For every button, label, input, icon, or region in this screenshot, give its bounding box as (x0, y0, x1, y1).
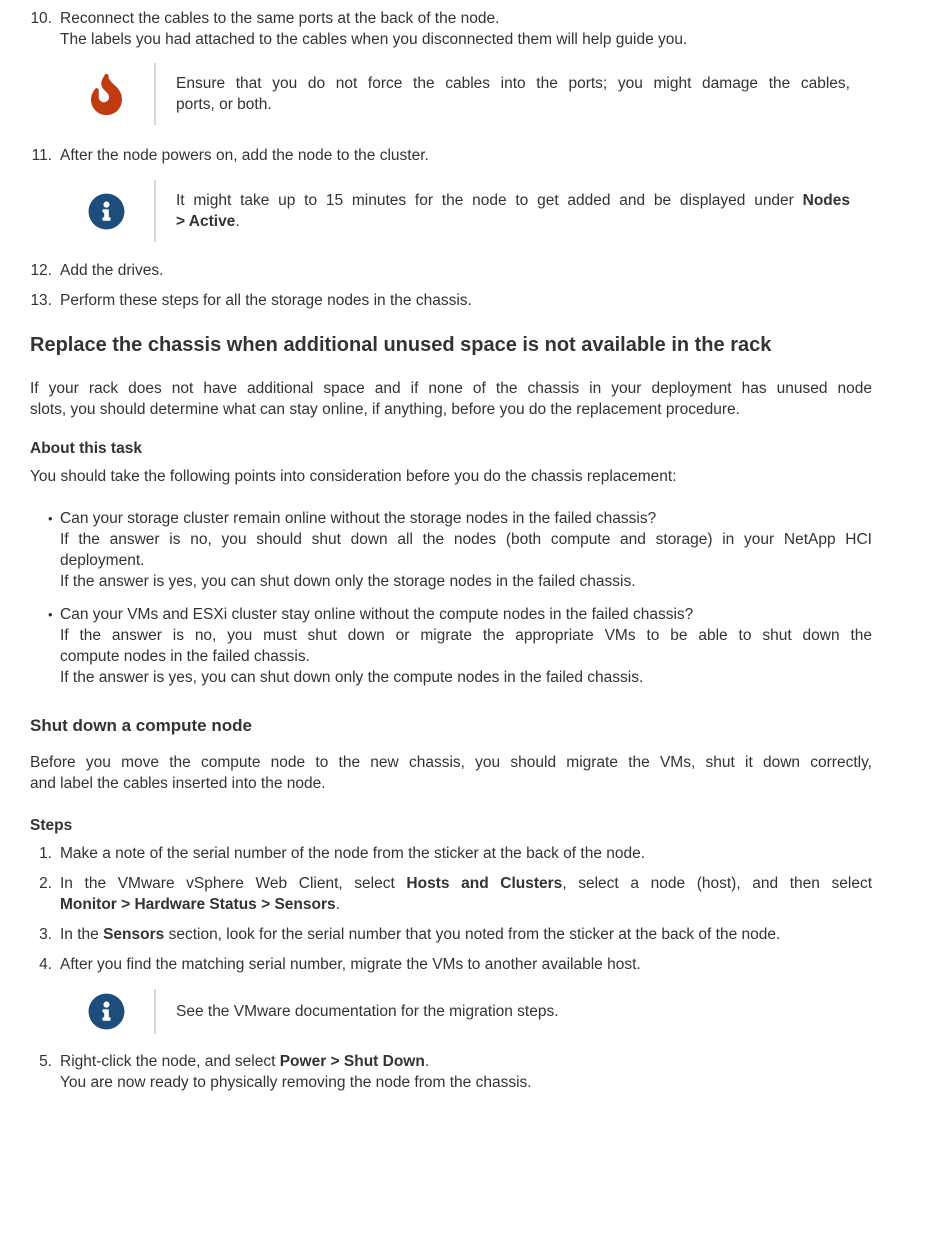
step-text (60, 924, 872, 945)
step-text (60, 1051, 872, 1093)
text-segment: . (424, 1053, 430, 1070)
bullet-text-line (60, 625, 872, 646)
step-number: 11. (31, 147, 52, 164)
text-segment: Can your VMs and ESXi cluster stay online without the compute nodes in the failed chassis? (60, 606, 694, 623)
bullet-list-item (30, 508, 872, 592)
step-text-line (60, 8, 872, 29)
steps-heading: Steps (30, 817, 73, 834)
caution-note (88, 63, 872, 125)
note-body (154, 989, 850, 1034)
text-segment: If the answer is no, you must shut down or migrate the appropriate VMs to be able to shut down the (60, 627, 872, 644)
step-text (60, 873, 872, 915)
note-text-line (176, 94, 850, 115)
bullet-marker (30, 508, 60, 592)
text-segment: section, look for the serial number that you noted from the sticker at the back of the node. (164, 926, 781, 943)
about-this-task-heading: About this task (30, 440, 142, 457)
step-text (60, 290, 872, 311)
bold-text-segment: Power > Shut Down (275, 1053, 425, 1070)
step-number: 13. (30, 292, 52, 309)
info-icon (88, 193, 125, 230)
text-segment: Can your storage cluster remain online without the storage nodes in the failed chassis? (60, 510, 657, 527)
about-this-task-paragraph: You should take the following points into consideration before you do the chassis replacement: (30, 468, 677, 485)
step-text-line (60, 260, 872, 281)
note-text-line (176, 211, 850, 232)
list-item-step-12 (30, 260, 872, 281)
info-icon (88, 993, 125, 1030)
paragraph-line (30, 773, 872, 794)
text-segment: . (335, 896, 340, 913)
text-segment: Add the drives. (60, 262, 164, 279)
step-text-line (60, 843, 872, 864)
bullet-text-line (60, 508, 872, 529)
text-segment: If your rack does not have additional space and if none of the chassis in your deployment has unused node (30, 380, 872, 397)
bullet-text-line (60, 604, 872, 625)
note-body (154, 63, 850, 125)
step-text (60, 260, 872, 281)
step-text-line (60, 1072, 872, 1093)
paragraph-line (30, 752, 872, 773)
text-segment: ports, or both. (176, 96, 272, 113)
step-number: 10. (30, 10, 52, 27)
list-item-step-2 (30, 873, 872, 915)
paragraph-line (30, 378, 872, 399)
list-item-step-10 (30, 8, 872, 50)
bold-text-segment: Nodes (793, 192, 850, 209)
step-text-line (60, 1051, 872, 1072)
text-segment: In the (60, 926, 99, 943)
step-number: 1. (39, 845, 52, 862)
step-number: 2. (39, 875, 52, 892)
step-text-line (60, 145, 872, 166)
paragraph-line (30, 399, 872, 420)
step-text (60, 954, 872, 975)
note-text-line (176, 190, 850, 211)
step-text (60, 8, 872, 50)
text-segment: compute nodes in the failed chassis. (60, 648, 310, 665)
text-segment: It might take up to 15 minutes for the node to get added and be displayed under (176, 192, 794, 209)
step-number: 12. (30, 262, 52, 279)
bullet-text-line (60, 571, 872, 592)
text-segment: and label the cables inserted into the node. (30, 775, 326, 792)
bold-text-segment: > Active (176, 213, 236, 230)
list-item-step-11 (30, 145, 872, 166)
text-segment: Make a note of the serial number of the node from the sticker at the back of the node. (60, 845, 646, 862)
text-segment: See the VMware documentation for the migration steps. (176, 1003, 559, 1020)
step-text-line (60, 29, 872, 50)
text-segment: If the answer is yes, you can shut down only the storage nodes in the failed chassis. (60, 573, 636, 590)
bullet-list-item (30, 604, 872, 688)
info-note (88, 989, 872, 1034)
subsection-title: Shut down a compute node (30, 716, 252, 735)
step-text-line (60, 954, 872, 975)
bullet-text-line (60, 667, 872, 688)
text-segment: The labels you had attached to the cables when you disconnected them will help guide you. (60, 31, 688, 48)
bullet-marker (30, 604, 60, 688)
text-segment: After you find the matching serial number, migrate the VMs to another available host. (60, 956, 641, 973)
list-item-step-4 (30, 954, 872, 975)
step-text-line (60, 924, 872, 945)
text-segment: Right-click the node, and select (60, 1053, 276, 1070)
step-text-line (60, 873, 872, 894)
text-segment: If the answer is no, you should shut down all the nodes (both compute and storage) in your NetApp HCI (60, 531, 872, 548)
bold-text-segment: Hosts and Clusters (394, 875, 563, 892)
step-number: 4. (39, 956, 52, 973)
section-intro-paragraph (30, 378, 872, 420)
bullet-text-line (60, 646, 872, 667)
info-icon-shape (89, 193, 125, 229)
note-body (154, 180, 850, 242)
step-text (60, 843, 872, 864)
bullet-text-line (60, 550, 872, 571)
bold-text-segment: Monitor > Hardware Status > Sensors (60, 896, 336, 913)
text-segment: If the answer is yes, you can shut down only the compute nodes in the failed chassis. (60, 669, 644, 686)
text-segment: Before you move the compute node to the new chassis, you should migrate the VMs, shut it down correctly, (30, 754, 872, 771)
flame-icon-shape (91, 73, 122, 114)
note-text-line (176, 73, 850, 94)
list-item-step-13 (30, 290, 872, 311)
text-segment: Perform these steps for all the storage nodes in the chassis. (60, 292, 472, 309)
text-segment: Ensure that you do not force the cables into the ports; you might damage the cables, (176, 75, 850, 92)
step-text-line (60, 290, 872, 311)
bold-text-segment: Sensors (98, 926, 165, 943)
text-segment: After the node powers on, add the node to the cluster. (60, 147, 429, 164)
step-number: 3. (39, 926, 52, 943)
step-text-line (60, 894, 872, 915)
step-text (60, 145, 872, 166)
bullet-text-line (60, 529, 872, 550)
list-item-step-1 (30, 843, 872, 864)
text-segment: , select a node (host), and then select (562, 875, 873, 892)
text-segment: You are now ready to physically removing the node from the chassis. (60, 1074, 532, 1091)
info-note (88, 180, 872, 242)
step-number: 5. (39, 1053, 52, 1070)
text-segment: slots, you should determine what can stay online, if anything, before you do the replacement procedure. (30, 401, 740, 418)
text-segment: Reconnect the cables to the same ports at the back of the node. (60, 10, 500, 27)
subsection-intro-paragraph (30, 752, 872, 794)
text-segment: In the VMware vSphere Web Client, select (60, 875, 395, 892)
text-segment: . (235, 213, 240, 230)
bullet-text (60, 508, 872, 592)
info-icon-shape (89, 994, 125, 1030)
flame-icon (88, 73, 125, 116)
list-item-step-5 (30, 1051, 872, 1093)
page-title: Replace the chassis when additional unused space is not available in the rack (30, 334, 772, 356)
bullet-text (60, 604, 872, 688)
note-text-line (176, 1001, 850, 1022)
list-item-step-3 (30, 924, 872, 945)
text-segment: deployment. (60, 552, 145, 569)
